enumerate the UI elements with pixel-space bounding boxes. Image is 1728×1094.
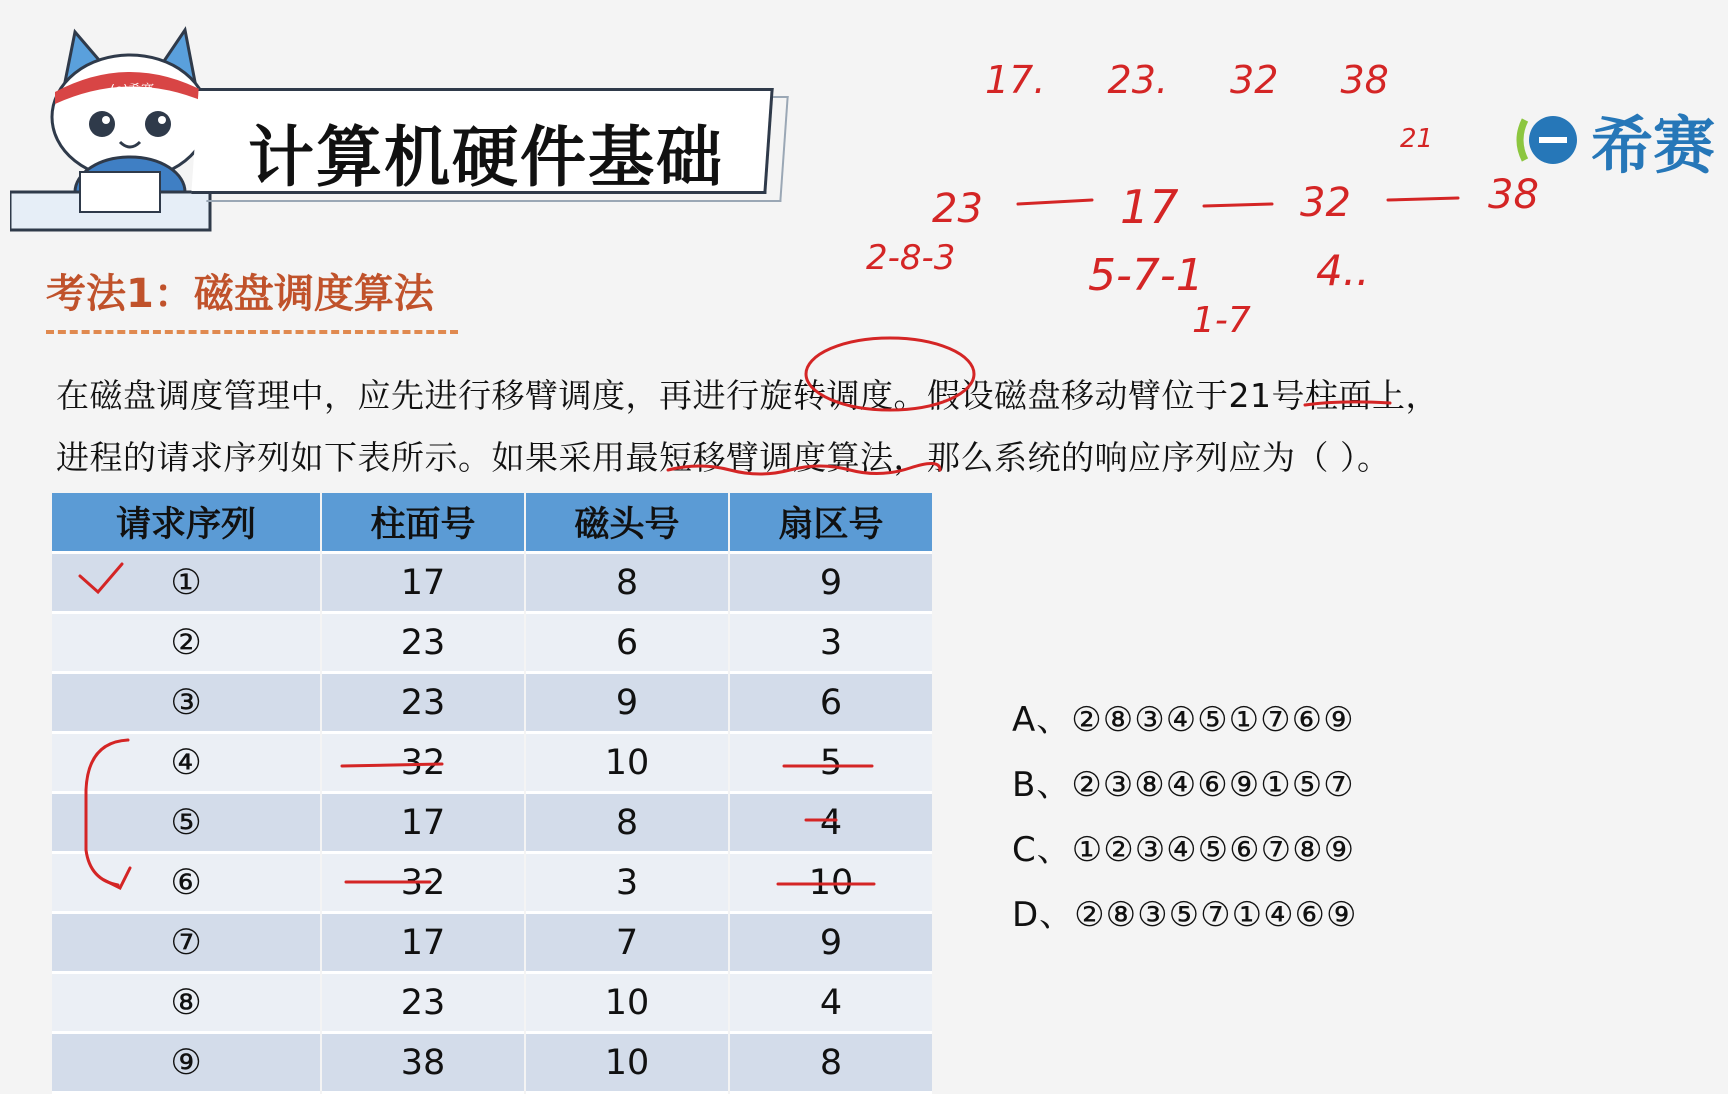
col-header-seq: 请求序列: [52, 493, 320, 554]
cell-cylinder: 23: [322, 674, 524, 734]
cell-head: 9: [526, 674, 728, 734]
section-divider: [46, 330, 458, 334]
option-b[interactable]: B、②③⑧④⑥⑨①⑤⑦: [1012, 765, 1355, 805]
cell-head: 8: [526, 794, 728, 854]
cell-seq: ①: [52, 554, 320, 614]
col-header-sector: 扇区号: [730, 493, 932, 554]
hw-group-17b: 1-7: [1192, 300, 1251, 341]
cell-seq: ⑧: [52, 974, 320, 1034]
cell-head: 10: [526, 974, 728, 1034]
hw-path-17: 17: [1120, 180, 1179, 234]
cell-cylinder: 32: [322, 734, 524, 794]
option-c[interactable]: C、①②③④⑤⑥⑦⑧⑨: [1012, 830, 1356, 870]
hw-group-17: 5-7-1: [1088, 250, 1204, 301]
table-row: [52, 614, 932, 674]
cell-head: 8: [526, 554, 728, 614]
table-row: [52, 734, 932, 794]
section-title: 考法1：磁盘调度算法: [46, 271, 434, 317]
cell-sector: 4: [730, 794, 932, 854]
cell-head: 10: [526, 1034, 728, 1094]
mascot-badge: (e)希赛: [110, 83, 155, 98]
brand-logo: [1515, 100, 1715, 180]
table-row: [52, 974, 932, 1034]
hw-path-32: 32: [1300, 180, 1351, 226]
hw-dash-2: [1204, 204, 1272, 206]
cell-cylinder: 17: [322, 554, 524, 614]
option-d[interactable]: D、②⑧③⑤⑦①④⑥⑨: [1012, 895, 1358, 935]
table-row: [52, 674, 932, 734]
cell-seq: ③: [52, 674, 320, 734]
question-line-1: 在磁盘调度管理中，应先进行移臂调度，再进行旋转调度。假设磁盘移动臂位于21号柱面上，: [56, 376, 1439, 415]
table-header-row: [52, 493, 932, 554]
hw-dash-1: [1018, 200, 1092, 204]
cell-sector: 5: [730, 734, 932, 794]
hw-start-cylinder: 21: [1400, 124, 1434, 154]
option-a[interactable]: A、②⑧③④⑤①⑦⑥⑨: [1012, 700, 1355, 740]
table-row: [52, 854, 932, 914]
hw-cylinder-list: 17. 23. 32 38: [985, 58, 1389, 102]
cell-seq: ⑨: [52, 1034, 320, 1094]
table-row: [52, 914, 932, 974]
cell-cylinder: 38: [322, 1034, 524, 1094]
cell-sector: 9: [730, 554, 932, 614]
cell-cylinder: 32: [322, 854, 524, 914]
cell-cylinder: 23: [322, 974, 524, 1034]
cell-sector: 4: [730, 974, 932, 1034]
cell-seq: ⑦: [52, 914, 320, 974]
question-line-2: 进程的请求序列如下表所示。如果采用最短移臂调度算法，那么系统的响应序列应为（ ）。: [56, 438, 1391, 477]
cell-sector: 8: [730, 1034, 932, 1094]
cell-cylinder: 23: [322, 614, 524, 674]
page-title: 计算机硬件基础: [248, 119, 724, 196]
hw-group-32: 4..: [1316, 246, 1370, 295]
cell-head: 7: [526, 914, 728, 974]
cell-head: 10: [526, 734, 728, 794]
cell-sector: 9: [730, 914, 932, 974]
cell-cylinder: 17: [322, 914, 524, 974]
hw-path-38: 38: [1488, 172, 1539, 218]
cell-head: 3: [526, 854, 728, 914]
brand-logo-icon: [1515, 105, 1585, 175]
hw-group-23: 2-8-3: [866, 238, 956, 278]
hw-path-23: 23: [932, 186, 983, 232]
answer-options: [1012, 692, 1358, 952]
col-header-cylinder: 柱面号: [322, 493, 524, 554]
table-row: [52, 1034, 932, 1094]
table-row: [52, 554, 932, 614]
cell-sector: 10: [730, 854, 932, 914]
hw-dash-3: [1388, 198, 1458, 200]
cell-sector: 3: [730, 614, 932, 674]
cell-seq: ⑤: [52, 794, 320, 854]
brand-logo-text: 希赛: [1591, 108, 1716, 182]
cell-sector: 6: [730, 674, 932, 734]
cell-cylinder: 17: [322, 794, 524, 854]
request-table: [50, 493, 934, 1094]
cell-head: 6: [526, 614, 728, 674]
table-row: [52, 794, 932, 854]
cell-seq: ④: [52, 734, 320, 794]
cell-seq: ②: [52, 614, 320, 674]
cell-seq: ⑥: [52, 854, 320, 914]
col-header-head: 磁头号: [526, 493, 728, 554]
